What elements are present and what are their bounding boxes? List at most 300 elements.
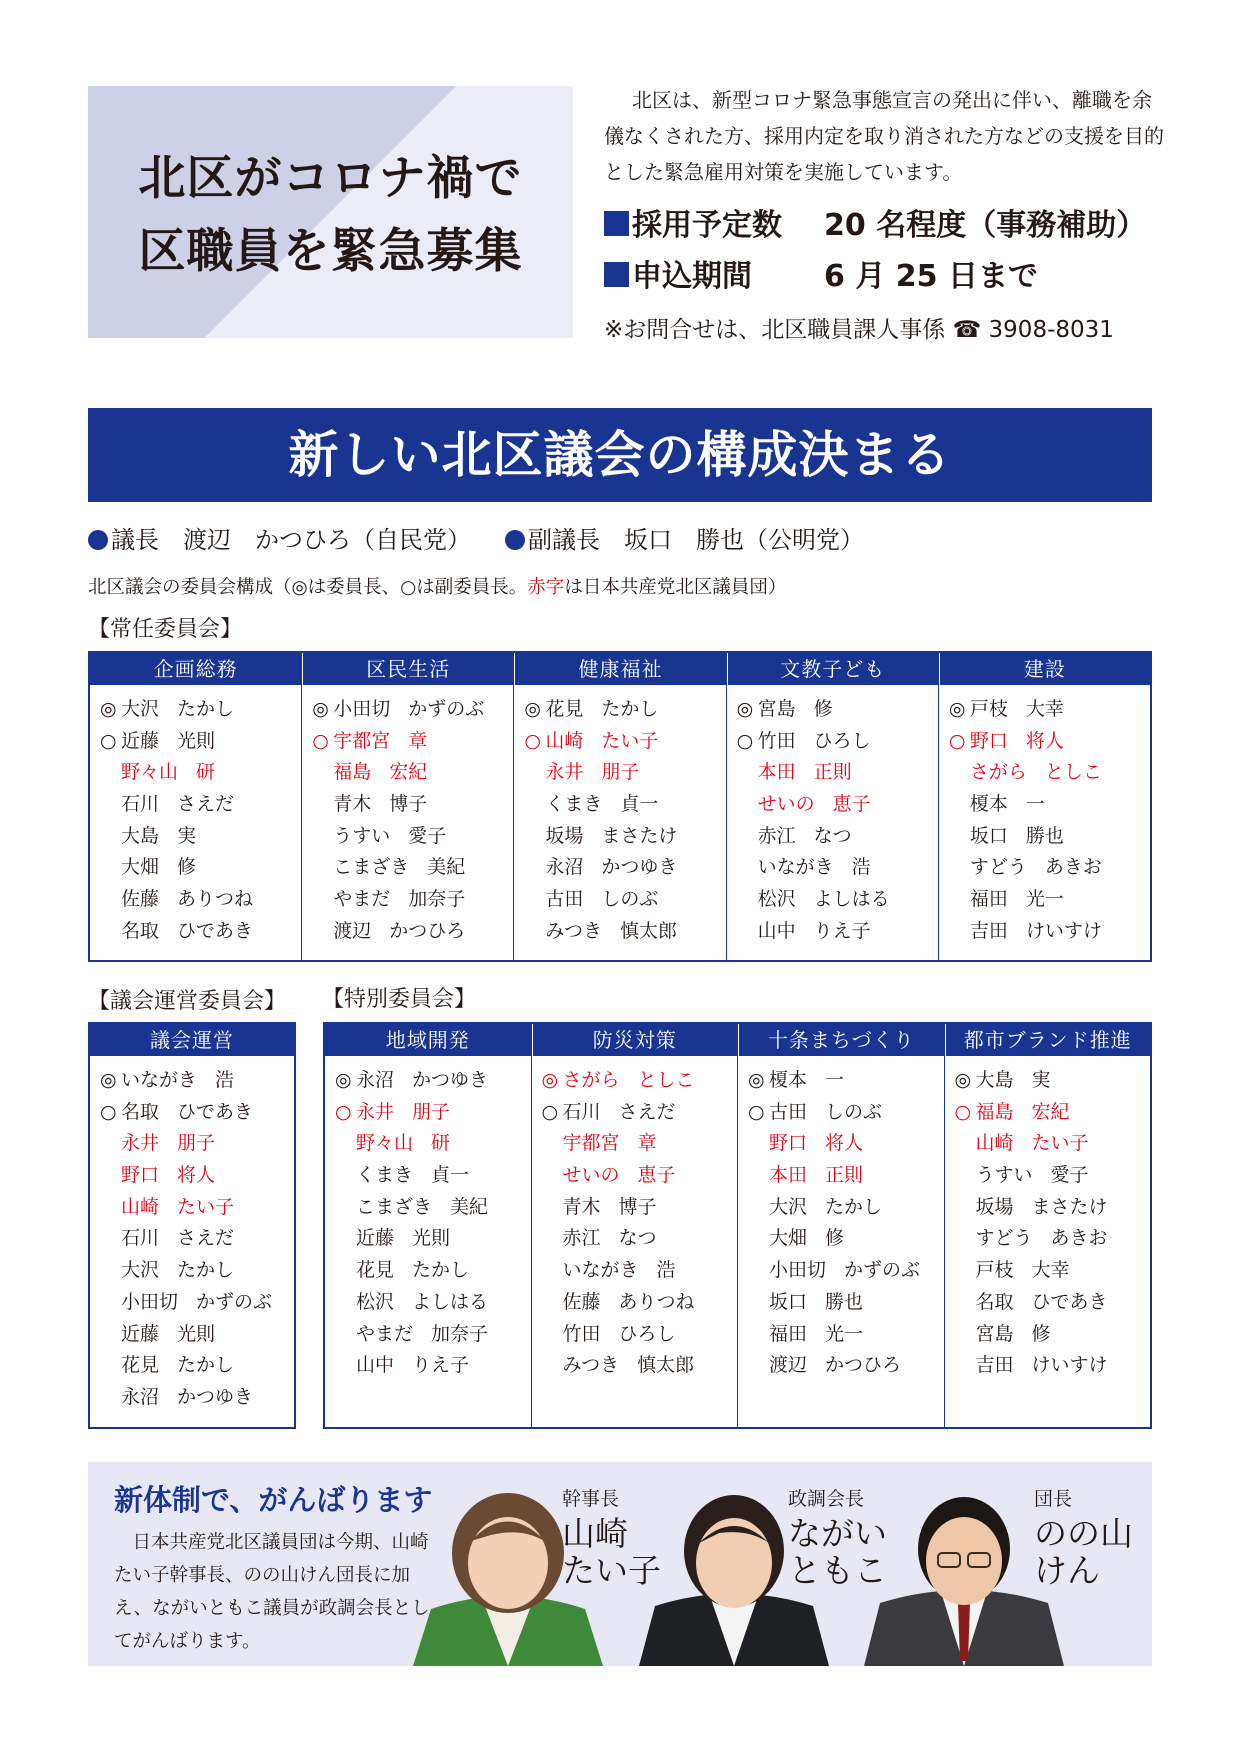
member-given-name: 貞一 xyxy=(431,1164,470,1187)
member-given-name: 修 xyxy=(177,856,197,879)
circle-bullet-icon xyxy=(88,530,108,550)
member-given-name: たかし xyxy=(177,1259,235,1282)
member-given-name: 光一 xyxy=(1025,888,1064,911)
member-given-name: 勝也 xyxy=(825,1290,864,1313)
member-row xyxy=(100,1097,294,1129)
member-given-name: ひであき xyxy=(177,919,254,942)
committee-name: 十条まちづくり xyxy=(738,1024,944,1056)
member-row xyxy=(100,852,301,884)
member-row xyxy=(312,694,513,726)
member-family-name: 渡辺 xyxy=(333,919,372,942)
member-list xyxy=(302,685,513,948)
member-row xyxy=(312,821,513,853)
member-given-name: 正則 xyxy=(825,1164,864,1187)
member-given-name: ひであき xyxy=(177,1100,254,1123)
member-given-name: 恵子 xyxy=(832,793,871,816)
member-family-name: 坂口 xyxy=(769,1290,808,1313)
member-given-name: あきお xyxy=(1044,856,1102,879)
member-row xyxy=(737,884,938,916)
member-family-name: 大島 xyxy=(121,824,160,847)
member-given-name: 美紀 xyxy=(450,1195,489,1218)
member-family-name: 福島 xyxy=(333,761,372,784)
member-given-name: 光則 xyxy=(177,729,216,752)
committee-column xyxy=(301,653,513,960)
member-given-name: 慎太郎 xyxy=(637,1354,695,1377)
role-mark: ◎ xyxy=(100,698,117,720)
member-family-name: 永沼 xyxy=(121,1385,160,1408)
member-family-name: 山中 xyxy=(757,919,796,942)
role-mark: ◎ xyxy=(541,1069,559,1091)
committee-name: 企画総務 xyxy=(90,653,301,685)
member-given-name: さえだ xyxy=(177,793,235,816)
member-family-name: こまざき xyxy=(356,1195,433,1218)
member-given-name: さえだ xyxy=(618,1100,676,1123)
member-row xyxy=(312,884,513,916)
member-row xyxy=(335,1255,531,1287)
member-row xyxy=(335,1287,531,1319)
member-row xyxy=(737,916,938,948)
member-given-name: 朋子 xyxy=(601,761,640,784)
member-row xyxy=(335,1350,531,1382)
member-given-name: 光則 xyxy=(412,1227,451,1250)
member-given-name: さえだ xyxy=(177,1227,235,1250)
recruit-quota xyxy=(604,200,1146,244)
member-row xyxy=(335,1097,531,1129)
member-row xyxy=(100,1350,294,1382)
member-family-name: 本田 xyxy=(757,761,796,784)
member-given-name: まさたけ xyxy=(1031,1195,1108,1218)
member-row xyxy=(949,852,1150,884)
member-given-name: 愛子 xyxy=(408,824,447,847)
vice-chair xyxy=(505,520,864,555)
committee-name: 議会運営 xyxy=(90,1024,294,1056)
member-given-name: かつゆき xyxy=(177,1385,254,1408)
member-row xyxy=(100,821,301,853)
member-row xyxy=(100,1319,294,1351)
member-row xyxy=(542,1097,738,1129)
member-family-name: すどう xyxy=(975,1227,1033,1250)
member-row xyxy=(955,1097,1151,1129)
member-family-name: 坂場 xyxy=(545,824,584,847)
member-row xyxy=(312,789,513,821)
member-family-name: いながき xyxy=(121,1069,198,1091)
member-family-name: 竹田 xyxy=(757,729,796,752)
circle-bullet-icon xyxy=(505,530,525,550)
member-family-name: 名取 xyxy=(121,1100,160,1123)
member-family-name: くまき xyxy=(545,793,603,816)
member-family-name: 赤江 xyxy=(562,1227,601,1250)
member-family-name: 野々山 xyxy=(356,1132,414,1155)
member-given-name: 貞一 xyxy=(620,793,659,816)
role-mark: ○ xyxy=(541,1100,559,1123)
member-row xyxy=(335,1128,531,1160)
member-family-name: 榎本 xyxy=(969,793,1008,816)
member-given-name: ひであき xyxy=(1031,1290,1108,1313)
member-row xyxy=(100,789,301,821)
member-row xyxy=(100,1128,294,1160)
member-family-name: 花見 xyxy=(356,1259,395,1282)
member-list xyxy=(532,1056,738,1382)
recruit-quota-label: 採用予定数 xyxy=(632,208,782,243)
member-given-name: 浩 xyxy=(215,1069,235,1091)
member-family-name: 古田 xyxy=(769,1100,808,1123)
member-given-name: 博子 xyxy=(618,1195,657,1218)
member-family-name: 坂場 xyxy=(975,1195,1014,1218)
member-given-name: 修 xyxy=(825,1227,845,1250)
role-mark: ◎ xyxy=(312,698,329,720)
member-given-name: 宏紀 xyxy=(1031,1100,1070,1123)
member-row xyxy=(524,789,725,821)
member-row xyxy=(335,1223,531,1255)
member-family-name: 石川 xyxy=(121,1227,160,1250)
member-given-name: 研 xyxy=(196,761,216,784)
member-list xyxy=(514,685,725,948)
member-row xyxy=(737,852,938,884)
member-family-name: 山崎 xyxy=(545,729,584,752)
member-family-name: 本田 xyxy=(769,1164,808,1187)
member-given-name: よしはる xyxy=(813,888,890,911)
member-row xyxy=(312,726,513,758)
member-row xyxy=(748,1350,944,1382)
member-row xyxy=(542,1192,738,1224)
member-family-name: せいの xyxy=(562,1164,620,1187)
member-family-name: 竹田 xyxy=(562,1322,601,1345)
member-row xyxy=(737,821,938,853)
member-row xyxy=(955,1223,1151,1255)
role-mark: ○ xyxy=(524,729,541,752)
member-given-name: 恵子 xyxy=(637,1164,676,1187)
composition-note xyxy=(88,573,786,599)
member-row xyxy=(524,821,725,853)
member-family-name: 大島 xyxy=(975,1069,1014,1091)
committee-column xyxy=(938,653,1150,960)
member-row xyxy=(524,884,725,916)
member-row xyxy=(949,821,1150,853)
member-family-name: せいの xyxy=(757,793,815,816)
member-row xyxy=(955,1065,1151,1097)
member-list xyxy=(727,685,938,948)
member-row xyxy=(100,884,301,916)
member-family-name: 赤江 xyxy=(757,824,796,847)
member-given-name: かつゆき xyxy=(601,856,678,879)
role-mark: ○ xyxy=(312,729,329,752)
member-row xyxy=(100,757,301,789)
member-given-name: たかし xyxy=(177,698,235,720)
member-family-name: 小田切 xyxy=(333,698,391,720)
member-row xyxy=(312,757,513,789)
member-row xyxy=(955,1287,1151,1319)
member-family-name: 宇都宮 xyxy=(562,1132,620,1155)
steering-committee-table xyxy=(88,1022,296,1429)
member-row xyxy=(542,1350,738,1382)
member-row xyxy=(955,1192,1151,1224)
recruit-title-line2: 区職員を緊急募集 xyxy=(138,224,523,279)
member-given-name: しのぶ xyxy=(825,1100,883,1123)
member-given-name: 光一 xyxy=(825,1322,864,1345)
member-family-name: 大沢 xyxy=(121,698,160,720)
committee-column xyxy=(90,653,301,960)
member-family-name: 野口 xyxy=(121,1164,160,1187)
member-row xyxy=(100,1160,294,1192)
committee-column xyxy=(90,1024,294,1427)
member-family-name: みつき xyxy=(562,1354,620,1377)
member-family-name: 近藤 xyxy=(121,729,160,752)
member-list xyxy=(945,1056,1151,1382)
member-family-name: こまざき xyxy=(333,856,410,879)
committee-name: 文教子ども xyxy=(727,653,938,685)
member-row xyxy=(949,726,1150,758)
member-row xyxy=(949,916,1150,948)
member-given-name: 一 xyxy=(1025,793,1045,816)
member-family-name: 小田切 xyxy=(121,1290,179,1313)
member-given-name: 加奈子 xyxy=(431,1322,489,1345)
member-given-name: 修 xyxy=(1031,1322,1051,1345)
member-given-name: 博子 xyxy=(389,793,428,816)
role-mark: ◎ xyxy=(335,1069,352,1091)
member-given-name: たかし xyxy=(177,1354,235,1377)
member-row xyxy=(748,1160,944,1192)
member-family-name: 青木 xyxy=(333,793,372,816)
member-row xyxy=(748,1223,944,1255)
member-family-name: 宮島 xyxy=(975,1322,1014,1345)
note-red-text: 赤字 xyxy=(527,577,565,598)
member-family-name: 永沼 xyxy=(356,1069,395,1091)
role-mark: ○ xyxy=(100,729,117,752)
member-family-name: 大畑 xyxy=(121,856,160,879)
role-mark: ○ xyxy=(748,1100,765,1123)
committee-name: 健康福祉 xyxy=(514,653,725,685)
member-row xyxy=(100,1382,294,1414)
member-given-name: 将人 xyxy=(177,1164,216,1187)
member-family-name: 野口 xyxy=(769,1132,808,1155)
member-given-name: 章 xyxy=(408,729,428,752)
member-row xyxy=(312,852,513,884)
chair-text: 議長 渡辺 かつひろ（自民党） xyxy=(111,526,471,554)
role-mark: ◎ xyxy=(736,698,754,720)
member-row xyxy=(100,916,301,948)
standing-committees-label: 【常任委員会】 xyxy=(88,617,243,642)
member-family-name: 野口 xyxy=(969,729,1008,752)
member-family-name: 戸枝 xyxy=(975,1259,1014,1282)
member-row xyxy=(949,694,1150,726)
member-row xyxy=(955,1255,1151,1287)
member-given-name: しのぶ xyxy=(601,888,659,911)
member-row xyxy=(949,757,1150,789)
member-row xyxy=(100,694,301,726)
member-given-name: たい子 xyxy=(177,1195,235,1218)
chair xyxy=(88,520,471,555)
role-mark: ○ xyxy=(100,1100,117,1123)
member-family-name: みつき xyxy=(545,919,603,942)
member-given-name: ひろし xyxy=(618,1322,676,1345)
member-row xyxy=(542,1223,738,1255)
new-structure-box xyxy=(88,1462,1152,1666)
recruit-period xyxy=(604,251,1038,295)
committee-column xyxy=(944,1024,1151,1427)
member-given-name: かつひろ xyxy=(825,1354,902,1377)
member-family-name: 永井 xyxy=(121,1132,160,1155)
member-row xyxy=(335,1192,531,1224)
member-given-name: たかし xyxy=(601,698,659,720)
member-family-name: いながき xyxy=(562,1259,639,1282)
member-row xyxy=(100,1255,294,1287)
leader-role: 幹事長 xyxy=(562,1488,620,1510)
member-given-name: 将人 xyxy=(1025,729,1064,752)
committee-name: 都市ブランド推進 xyxy=(945,1024,1151,1056)
member-given-name: 実 xyxy=(1031,1069,1051,1091)
leader-secretary-general xyxy=(562,1484,661,1589)
member-row xyxy=(542,1255,738,1287)
member-family-name: 福田 xyxy=(769,1322,808,1345)
member-list xyxy=(325,1056,531,1382)
member-family-name: 福田 xyxy=(969,888,1008,911)
role-mark: ○ xyxy=(954,1100,972,1123)
committee-column xyxy=(325,1024,531,1427)
vice-chair-text: 副議長 坂口 勝也（公明党） xyxy=(528,526,864,554)
member-given-name: たかし xyxy=(825,1195,883,1218)
member-row xyxy=(748,1192,944,1224)
leader-name: 山崎 たい子 xyxy=(562,1514,661,1590)
member-family-name: 青木 xyxy=(562,1195,601,1218)
member-family-name: やまだ xyxy=(333,888,391,911)
member-given-name: けいすけ xyxy=(1031,1354,1108,1377)
recruit-period-label: 申込期間 xyxy=(632,259,752,294)
square-bullet-icon xyxy=(604,262,629,287)
steering-committee-label: 【議会運営委員会】 xyxy=(88,989,287,1014)
member-row xyxy=(542,1128,738,1160)
member-row xyxy=(737,789,938,821)
leader-role: 団長 xyxy=(1034,1488,1073,1510)
member-given-name: 浩 xyxy=(656,1259,676,1282)
member-family-name: 大沢 xyxy=(121,1259,160,1282)
member-given-name: 正則 xyxy=(813,761,852,784)
member-row xyxy=(737,694,938,726)
member-row xyxy=(524,757,725,789)
member-family-name: 永井 xyxy=(545,761,584,784)
member-row xyxy=(955,1160,1151,1192)
role-mark: ◎ xyxy=(524,698,541,720)
member-row xyxy=(100,1223,294,1255)
member-row xyxy=(524,852,725,884)
member-given-name: としこ xyxy=(637,1069,695,1091)
member-given-name: あきお xyxy=(1050,1227,1108,1250)
member-family-name: 松沢 xyxy=(356,1290,395,1313)
member-given-name: なつ xyxy=(618,1227,657,1250)
member-given-name: 朋子 xyxy=(177,1132,216,1155)
new-structure-text: 日本共産党北区議員団は今期、山崎たい子幹事長、のの山けん団長に加え、ながいともこ議員が政調会長としてがんばります。 xyxy=(114,1532,430,1652)
square-bullet-icon xyxy=(604,211,629,236)
member-row xyxy=(955,1128,1151,1160)
member-row xyxy=(748,1319,944,1351)
role-mark: ○ xyxy=(335,1100,352,1123)
role-mark: ◎ xyxy=(748,1069,765,1091)
member-family-name: さがら xyxy=(969,761,1027,784)
committee-column xyxy=(726,653,938,960)
member-family-name: 渡辺 xyxy=(769,1354,808,1377)
member-row xyxy=(955,1350,1151,1382)
member-family-name: 大沢 xyxy=(769,1195,808,1218)
recruit-description: 北区は、新型コロナ緊急事態宣言の発出に伴い、離職を余儀なくされた方、採用内定を取り消された方などの支援を目的とした緊急雇用対策を実施しています。 xyxy=(604,88,1164,184)
member-row xyxy=(748,1255,944,1287)
member-given-name: 将人 xyxy=(825,1132,864,1155)
special-committees-label: 【特別委員会】 xyxy=(322,987,477,1012)
member-given-name: 章 xyxy=(637,1132,657,1155)
recruit-period-value: 6 月 25 日まで xyxy=(824,259,1038,294)
member-list xyxy=(90,685,301,948)
member-family-name: 戸枝 xyxy=(969,698,1008,720)
member-row xyxy=(542,1287,738,1319)
member-family-name: 吉田 xyxy=(975,1354,1014,1377)
member-family-name: 小田切 xyxy=(769,1259,827,1282)
member-family-name: やまだ xyxy=(356,1322,414,1345)
recruit-contact: ※お問合せは、北区職員課人事係 ☎ 3908-8031 xyxy=(604,317,1114,343)
member-family-name: 坂口 xyxy=(969,824,1008,847)
member-row xyxy=(524,694,725,726)
recruit-title xyxy=(88,142,573,288)
member-given-name: 宏紀 xyxy=(389,761,428,784)
member-given-name: 朋子 xyxy=(412,1100,451,1123)
member-list xyxy=(90,1056,294,1414)
member-family-name: 永井 xyxy=(356,1100,395,1123)
member-given-name: 光則 xyxy=(177,1322,216,1345)
member-given-name: たい子 xyxy=(1031,1132,1089,1155)
committee-column xyxy=(531,1024,738,1427)
member-row xyxy=(748,1287,944,1319)
member-row xyxy=(748,1065,944,1097)
recruit-title-box xyxy=(88,86,573,338)
member-family-name: うすい xyxy=(333,824,391,847)
role-mark: ○ xyxy=(736,729,754,752)
member-family-name: くまき xyxy=(356,1164,414,1187)
member-family-name: 福島 xyxy=(975,1100,1014,1123)
note-text: 北区議会の委員会構成（◎は委員長、○は副委員長。 xyxy=(88,577,528,598)
member-given-name: よしはる xyxy=(412,1290,489,1313)
member-family-name: 近藤 xyxy=(356,1227,395,1250)
member-given-name: かずのぶ xyxy=(196,1290,273,1313)
member-given-name: ありつね xyxy=(618,1290,695,1313)
new-structure-heading: 新体制で、がんばります xyxy=(114,1483,433,1517)
member-family-name: 近藤 xyxy=(121,1322,160,1345)
member-family-name: さがら xyxy=(562,1069,620,1091)
member-family-name: 石川 xyxy=(562,1100,601,1123)
member-given-name: ひろし xyxy=(813,729,871,752)
member-family-name: 佐藤 xyxy=(121,888,160,911)
leader-policy-chair xyxy=(788,1484,887,1589)
member-family-name: いながき xyxy=(757,856,834,879)
member-family-name: 宇都宮 xyxy=(333,729,391,752)
committee-column xyxy=(513,653,725,960)
member-given-name: かずのぶ xyxy=(844,1259,921,1282)
member-given-name: 大幸 xyxy=(1031,1259,1070,1282)
member-family-name: 山崎 xyxy=(975,1132,1014,1155)
member-row xyxy=(737,726,938,758)
member-row xyxy=(748,1097,944,1129)
member-family-name: 花見 xyxy=(121,1354,160,1377)
member-given-name: 大幸 xyxy=(1025,698,1064,720)
member-given-name: たい子 xyxy=(601,729,659,752)
member-family-name: 名取 xyxy=(975,1290,1014,1313)
role-mark: ○ xyxy=(948,729,966,752)
member-row xyxy=(748,1128,944,1160)
member-family-name: すどう xyxy=(969,856,1027,879)
member-row xyxy=(335,1065,531,1097)
member-row xyxy=(542,1319,738,1351)
member-family-name: 野々山 xyxy=(121,761,179,784)
leader-group-head xyxy=(1034,1484,1133,1589)
member-family-name: 永沼 xyxy=(545,856,584,879)
recruit-quota-value: 20 名程度（事務補助） xyxy=(824,208,1147,243)
member-given-name: 浩 xyxy=(851,856,871,879)
